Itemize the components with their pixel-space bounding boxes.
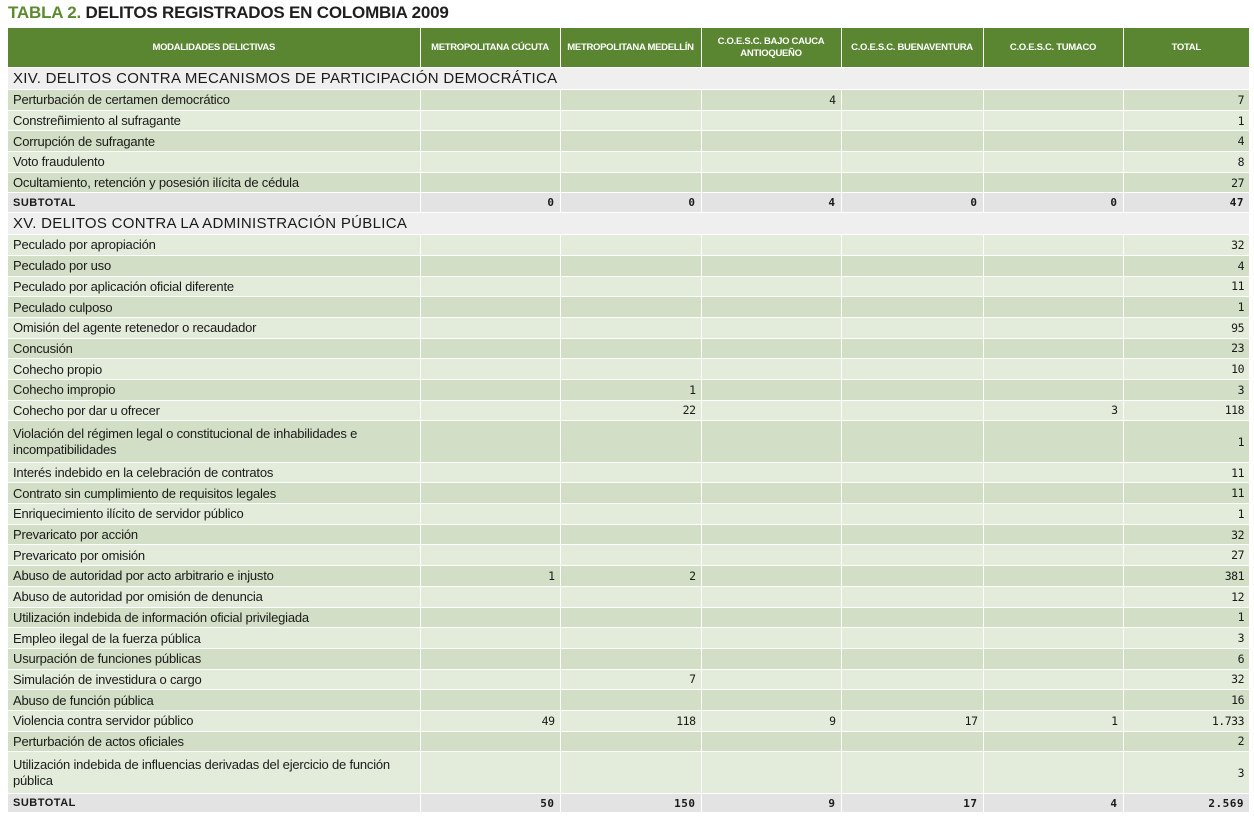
value-cell: [701, 648, 841, 669]
value-cell: [983, 504, 1123, 525]
total-cell: 95: [1123, 317, 1249, 338]
table-row: [8, 276, 1249, 297]
value-cell: [420, 462, 560, 483]
value-cell: [701, 566, 841, 587]
value-cell: [983, 731, 1123, 752]
crime-type-label: Prevaricato por acción: [8, 524, 420, 545]
value-cell: [420, 483, 560, 504]
total-cell: 1: [1123, 607, 1249, 628]
value-cell: [983, 317, 1123, 338]
value-cell: [841, 255, 983, 276]
value-cell: 22: [560, 400, 701, 421]
value-cell: [420, 607, 560, 628]
value-cell: [701, 731, 841, 752]
value-cell: [701, 462, 841, 483]
value-cell: [841, 400, 983, 421]
value-cell: [560, 752, 701, 793]
value-cell: [983, 297, 1123, 318]
value-cell: [560, 359, 701, 380]
value-cell: [983, 483, 1123, 504]
table-row: [8, 524, 1249, 545]
value-cell: [560, 297, 701, 318]
value-cell: [560, 131, 701, 152]
section-title: XV. DELITOS CONTRA LA ADMINISTRACIÓN PÚBLICA: [8, 213, 1249, 235]
value-cell: [983, 172, 1123, 193]
crime-type-label: Peculado por aplicación oficial diferente: [8, 276, 420, 297]
value-cell: [841, 504, 983, 525]
subtotal-value-cell: 150: [560, 793, 701, 812]
value-cell: [420, 400, 560, 421]
value-cell: [841, 628, 983, 649]
total-cell: 3: [1123, 752, 1249, 793]
value-cell: [701, 255, 841, 276]
table-row: [8, 669, 1249, 690]
total-cell: 4: [1123, 255, 1249, 276]
value-cell: [701, 586, 841, 607]
column-header: MODALIDADES DELICTIVAS: [8, 28, 420, 68]
value-cell: [841, 131, 983, 152]
crime-type-label: Peculado por apropiación: [8, 235, 420, 256]
value-cell: [420, 338, 560, 359]
value-cell: [983, 628, 1123, 649]
table-number: TABLA 2.: [8, 3, 82, 22]
value-cell: [841, 607, 983, 628]
value-cell: [420, 690, 560, 711]
value-cell: [420, 421, 560, 462]
table-row: [8, 648, 1249, 669]
value-cell: [983, 359, 1123, 380]
value-cell: [420, 545, 560, 566]
crime-type-label: Prevaricato por omisión: [8, 545, 420, 566]
table-row: [8, 400, 1249, 421]
value-cell: [420, 152, 560, 173]
value-cell: [983, 524, 1123, 545]
value-cell: [420, 379, 560, 400]
crime-type-label: Perturbación de actos oficiales: [8, 731, 420, 752]
value-cell: [983, 690, 1123, 711]
table-row: [8, 504, 1249, 525]
value-cell: [841, 152, 983, 173]
value-cell: [841, 110, 983, 131]
value-cell: [983, 90, 1123, 111]
crime-type-label: Enriquecimiento ilícito de servidor público: [8, 504, 420, 525]
total-cell: 1.733: [1123, 710, 1249, 731]
value-cell: [983, 379, 1123, 400]
crime-type-label: Usurpación de funciones públicas: [8, 648, 420, 669]
value-cell: [420, 628, 560, 649]
subtotal-value-cell: 50: [420, 793, 560, 812]
crime-type-label: Abuso de autoridad por acto arbitrario e injusto: [8, 566, 420, 587]
crime-type-label: Corrupción de sufragante: [8, 131, 420, 152]
value-cell: [420, 524, 560, 545]
value-cell: [841, 421, 983, 462]
total-cell: 6: [1123, 648, 1249, 669]
total-cell: 1: [1123, 110, 1249, 131]
table-row: [8, 152, 1249, 173]
subtotal-value-cell: 0: [420, 193, 560, 213]
value-cell: [983, 545, 1123, 566]
value-cell: [701, 379, 841, 400]
total-cell: 11: [1123, 276, 1249, 297]
subtotal-value-cell: 17: [841, 793, 983, 812]
value-cell: [420, 504, 560, 525]
value-cell: [560, 483, 701, 504]
crime-type-label: Ocultamiento, retención y posesión ilícita de cédula: [8, 172, 420, 193]
value-cell: [701, 359, 841, 380]
value-cell: [701, 545, 841, 566]
column-header: C.O.E.S.C. BUENAVENTURA: [841, 28, 983, 68]
value-cell: [983, 462, 1123, 483]
crime-type-label: Contrato sin cumplimiento de requisitos legales: [8, 483, 420, 504]
value-cell: [841, 379, 983, 400]
value-cell: 1: [420, 566, 560, 587]
value-cell: [701, 504, 841, 525]
value-cell: [560, 421, 701, 462]
value-cell: [701, 131, 841, 152]
subtotal-value-cell: 0: [841, 193, 983, 213]
value-cell: [560, 172, 701, 193]
value-cell: [420, 586, 560, 607]
value-cell: [560, 317, 701, 338]
crime-type-label: Peculado culposo: [8, 297, 420, 318]
crime-type-label: Utilización indebida de influencias derivadas del ejercicio de función pública: [8, 752, 420, 793]
value-cell: [701, 172, 841, 193]
subtotal-total-cell: 47: [1123, 193, 1249, 213]
value-cell: 9: [701, 710, 841, 731]
value-cell: [701, 110, 841, 131]
total-cell: 4: [1123, 131, 1249, 152]
column-header: C.O.E.S.C. TUMACO: [983, 28, 1123, 68]
value-cell: [841, 235, 983, 256]
total-cell: 11: [1123, 483, 1249, 504]
value-cell: [983, 152, 1123, 173]
value-cell: [560, 690, 701, 711]
crime-type-label: Empleo ilegal de la fuerza pública: [8, 628, 420, 649]
total-cell: 7: [1123, 90, 1249, 111]
crime-type-label: Peculado por uso: [8, 255, 420, 276]
value-cell: [560, 524, 701, 545]
value-cell: [983, 607, 1123, 628]
value-cell: [420, 359, 560, 380]
crime-type-label: Cohecho por dar u ofrecer: [8, 400, 420, 421]
table-body: [8, 68, 1249, 813]
value-cell: [560, 235, 701, 256]
value-cell: [983, 235, 1123, 256]
value-cell: [841, 690, 983, 711]
value-cell: [560, 607, 701, 628]
subtotal-value-cell: 9: [701, 793, 841, 812]
crime-type-label: Abuso de autoridad por omisión de denuncia: [8, 586, 420, 607]
section-title: XIV. DELITOS CONTRA MECANISMOS DE PARTICIPACIÓN DEMOCRÁTICA: [8, 68, 1249, 90]
value-cell: 3: [983, 400, 1123, 421]
value-cell: [420, 297, 560, 318]
value-cell: 1: [983, 710, 1123, 731]
table-row: [8, 690, 1249, 711]
value-cell: [983, 669, 1123, 690]
value-cell: [701, 483, 841, 504]
subtotal-label: SUBTOTAL: [8, 793, 420, 812]
total-cell: 8: [1123, 152, 1249, 173]
value-cell: [701, 400, 841, 421]
value-cell: [983, 648, 1123, 669]
table-header-row: [8, 28, 1249, 68]
crime-type-label: Violencia contra servidor público: [8, 710, 420, 731]
value-cell: [420, 255, 560, 276]
value-cell: [983, 276, 1123, 297]
value-cell: [420, 235, 560, 256]
table-row: [8, 317, 1249, 338]
subtotal-row: [8, 193, 1249, 213]
value-cell: [560, 462, 701, 483]
value-cell: 1: [560, 379, 701, 400]
value-cell: [841, 731, 983, 752]
value-cell: [560, 276, 701, 297]
value-cell: [841, 669, 983, 690]
value-cell: 118: [560, 710, 701, 731]
table-row: [8, 421, 1249, 462]
value-cell: [420, 131, 560, 152]
column-header: C.O.E.S.C. BAJO CAUCA ANTIOQUEÑO: [701, 28, 841, 68]
table-row: [8, 235, 1249, 256]
crime-type-label: Concusión: [8, 338, 420, 359]
value-cell: [701, 524, 841, 545]
value-cell: [420, 90, 560, 111]
value-cell: [841, 524, 983, 545]
total-cell: 3: [1123, 628, 1249, 649]
value-cell: [701, 235, 841, 256]
total-cell: 2: [1123, 731, 1249, 752]
value-cell: [701, 421, 841, 462]
table-row: [8, 255, 1249, 276]
value-cell: [420, 731, 560, 752]
value-cell: [841, 648, 983, 669]
value-cell: [841, 297, 983, 318]
value-cell: [560, 152, 701, 173]
value-cell: [701, 276, 841, 297]
table-row: [8, 483, 1249, 504]
value-cell: [841, 566, 983, 587]
table-row: [8, 379, 1249, 400]
total-cell: 1: [1123, 297, 1249, 318]
total-cell: 381: [1123, 566, 1249, 587]
column-header: TOTAL: [1123, 28, 1249, 68]
value-cell: [983, 586, 1123, 607]
section-header-row: [8, 68, 1249, 90]
value-cell: [420, 110, 560, 131]
value-cell: 4: [701, 90, 841, 111]
crime-type-label: Voto fraudulento: [8, 152, 420, 173]
table-row: [8, 110, 1249, 131]
table-row: [8, 359, 1249, 380]
table-row: [8, 710, 1249, 731]
total-cell: 1: [1123, 421, 1249, 462]
table-row: [8, 338, 1249, 359]
table-row: [8, 462, 1249, 483]
total-cell: 1: [1123, 504, 1249, 525]
subtotal-value-cell: 4: [701, 193, 841, 213]
value-cell: [420, 648, 560, 669]
subtotal-label: SUBTOTAL: [8, 193, 420, 213]
column-header: METROPOLITANA MEDELLÍN: [560, 28, 701, 68]
value-cell: [841, 276, 983, 297]
crime-type-label: Abuso de función pública: [8, 690, 420, 711]
total-cell: 10: [1123, 359, 1249, 380]
value-cell: [560, 338, 701, 359]
crime-type-label: Simulación de investidura o cargo: [8, 669, 420, 690]
crime-type-label: Interés indebido en la celebración de contratos: [8, 462, 420, 483]
total-cell: 27: [1123, 545, 1249, 566]
value-cell: [983, 338, 1123, 359]
value-cell: [841, 752, 983, 793]
value-cell: [841, 483, 983, 504]
value-cell: [841, 172, 983, 193]
value-cell: [701, 669, 841, 690]
table-row: [8, 607, 1249, 628]
crime-type-label: Perturbación de certamen democrático: [8, 90, 420, 111]
crime-type-label: Utilización indebida de información oficial privilegiada: [8, 607, 420, 628]
subtotal-value-cell: 0: [560, 193, 701, 213]
value-cell: [701, 752, 841, 793]
value-cell: [560, 110, 701, 131]
crime-type-label: Violación del régimen legal o constitucional de inhabilidades e incompatibilidades: [8, 421, 420, 462]
value-cell: [701, 607, 841, 628]
value-cell: [420, 172, 560, 193]
value-cell: [841, 545, 983, 566]
value-cell: 49: [420, 710, 560, 731]
crime-type-label: Cohecho impropio: [8, 379, 420, 400]
value-cell: [420, 669, 560, 690]
value-cell: [420, 752, 560, 793]
subtotal-value-cell: 4: [983, 793, 1123, 812]
value-cell: [420, 276, 560, 297]
crimes-table: [8, 28, 1249, 812]
value-cell: [983, 131, 1123, 152]
value-cell: [701, 297, 841, 318]
value-cell: [560, 731, 701, 752]
table-row: [8, 752, 1249, 793]
value-cell: [841, 586, 983, 607]
section-header-row: [8, 213, 1249, 235]
table-row: [8, 131, 1249, 152]
crime-type-label: Cohecho propio: [8, 359, 420, 380]
table-row: [8, 90, 1249, 111]
value-cell: [841, 90, 983, 111]
value-cell: [701, 628, 841, 649]
value-cell: [983, 255, 1123, 276]
total-cell: 32: [1123, 669, 1249, 690]
value-cell: [983, 110, 1123, 131]
total-cell: 3: [1123, 379, 1249, 400]
value-cell: [701, 152, 841, 173]
table-title-text: DELITOS REGISTRADOS EN COLOMBIA 2009: [85, 3, 449, 22]
value-cell: [841, 317, 983, 338]
value-cell: [701, 338, 841, 359]
total-cell: 11: [1123, 462, 1249, 483]
value-cell: [560, 255, 701, 276]
value-cell: [701, 317, 841, 338]
value-cell: 7: [560, 669, 701, 690]
value-cell: [701, 690, 841, 711]
total-cell: 23: [1123, 338, 1249, 359]
subtotal-value-cell: 0: [983, 193, 1123, 213]
table-row: [8, 566, 1249, 587]
total-cell: 118: [1123, 400, 1249, 421]
table-row: [8, 731, 1249, 752]
value-cell: [560, 90, 701, 111]
value-cell: [841, 462, 983, 483]
total-cell: 12: [1123, 586, 1249, 607]
value-cell: 2: [560, 566, 701, 587]
value-cell: [841, 359, 983, 380]
table-row: [8, 586, 1249, 607]
total-cell: 32: [1123, 524, 1249, 545]
table-title: [8, 3, 449, 23]
column-header: METROPOLITANA CÚCUTA: [420, 28, 560, 68]
value-cell: [983, 421, 1123, 462]
value-cell: 17: [841, 710, 983, 731]
table-row: [8, 297, 1249, 318]
table-row: [8, 545, 1249, 566]
value-cell: [560, 586, 701, 607]
table-row: [8, 628, 1249, 649]
value-cell: [560, 504, 701, 525]
value-cell: [983, 752, 1123, 793]
subtotal-total-cell: 2.569: [1123, 793, 1249, 812]
value-cell: [560, 648, 701, 669]
value-cell: [983, 566, 1123, 587]
subtotal-row: [8, 793, 1249, 812]
crime-type-label: Omisión del agente retenedor o recaudador: [8, 317, 420, 338]
value-cell: [841, 338, 983, 359]
table-row: [8, 172, 1249, 193]
crime-type-label: Constreñimiento al sufragante: [8, 110, 420, 131]
value-cell: [560, 628, 701, 649]
value-cell: [420, 317, 560, 338]
total-cell: 16: [1123, 690, 1249, 711]
total-cell: 27: [1123, 172, 1249, 193]
total-cell: 32: [1123, 235, 1249, 256]
value-cell: [560, 545, 701, 566]
